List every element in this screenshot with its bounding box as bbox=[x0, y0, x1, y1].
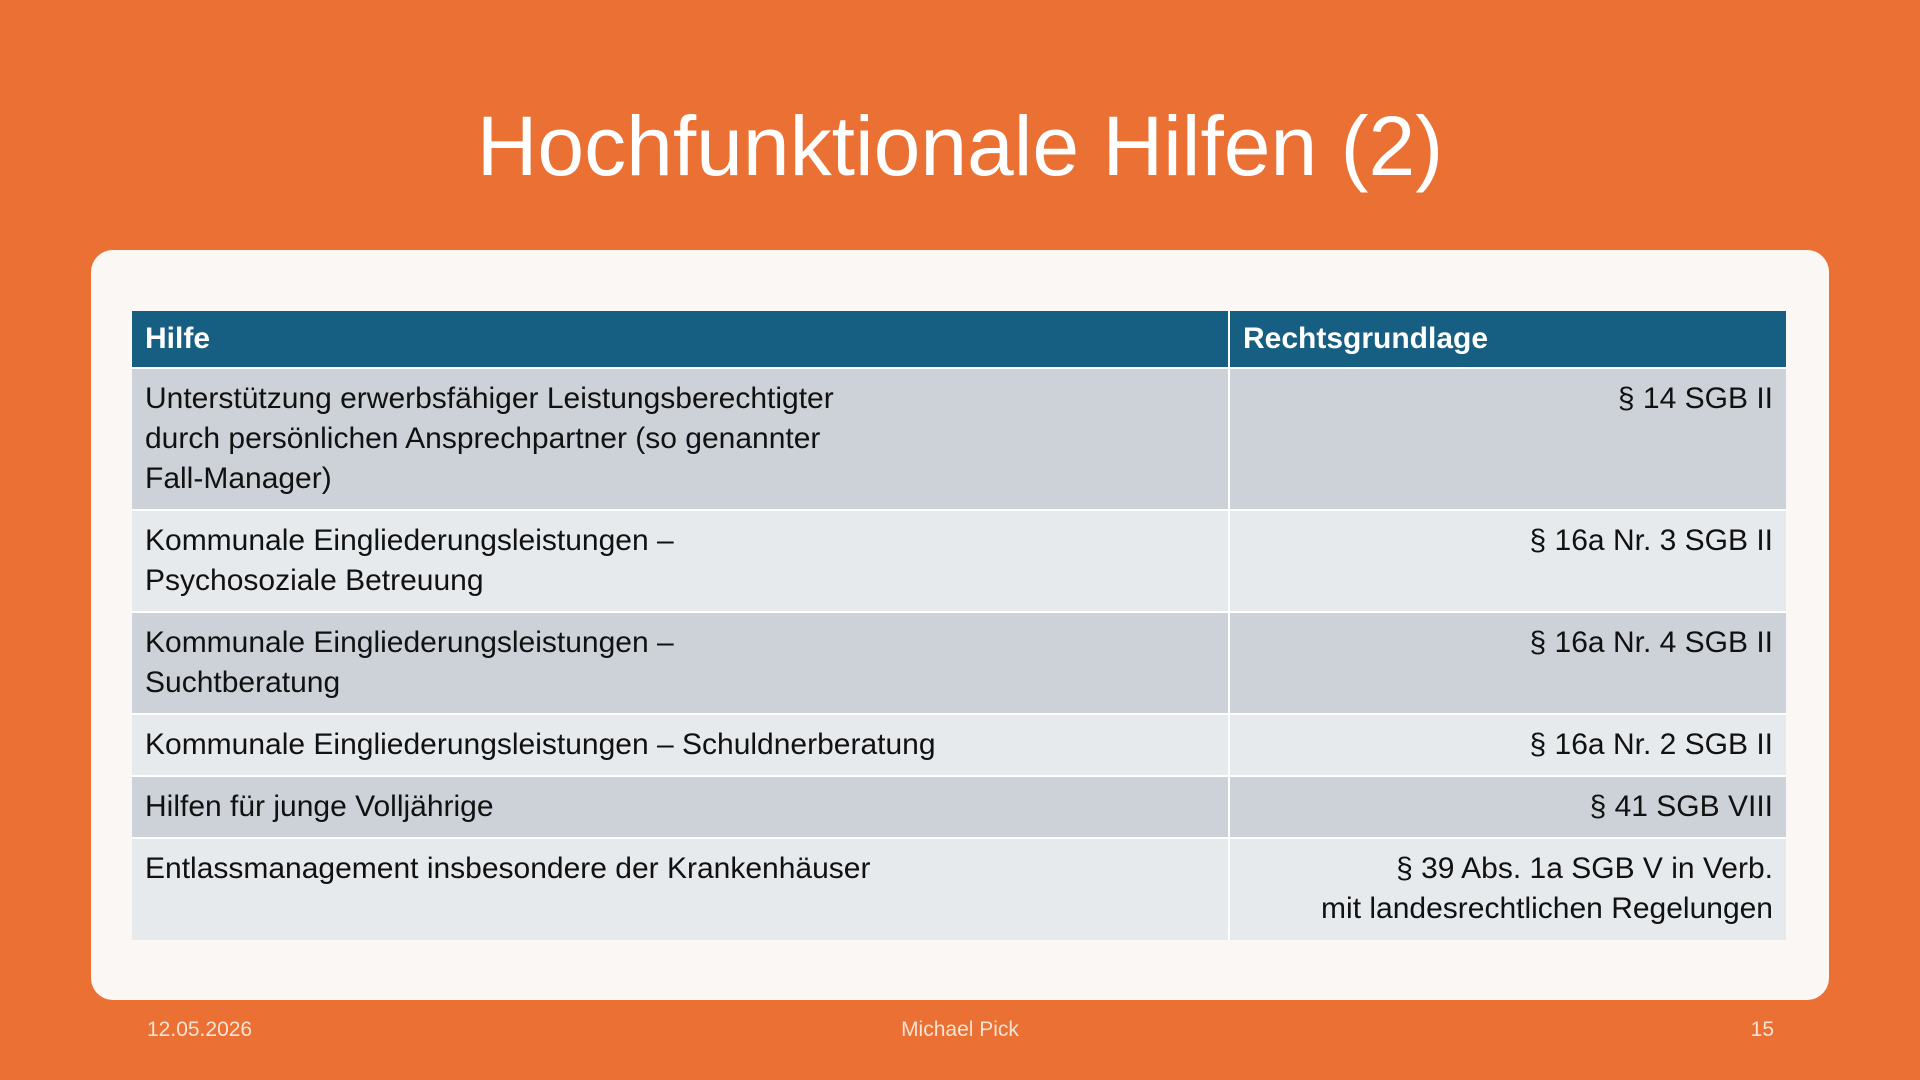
cell-text-line: Unterstützung erwerbsfähiger Leistungsberechtigter bbox=[145, 382, 834, 415]
cell-text-line: § 16a Nr. 4 SGB II bbox=[1529, 626, 1773, 659]
cell-hilfe bbox=[132, 612, 1229, 714]
cell-text-line: Suchtberatung bbox=[145, 666, 341, 699]
footer-page-number: 15 bbox=[1750, 1018, 1774, 1041]
table-row bbox=[132, 714, 1786, 776]
cell-text-line: § 14 SGB II bbox=[1617, 382, 1773, 415]
cell-hilfe bbox=[132, 368, 1229, 510]
slide-title: Hochfunktionale Hilfen (2) bbox=[476, 99, 1444, 193]
cell-text-line: § 39 Abs. 1a SGB V in Verb. bbox=[1396, 852, 1773, 885]
cell-text-line: § 16a Nr. 2 SGB II bbox=[1529, 728, 1773, 761]
cell-rechtsgrundlage bbox=[1229, 510, 1786, 612]
cell-text-line: Kommunale Eingliederungsleistungen – Schuldnerberatung bbox=[145, 728, 936, 761]
table-row bbox=[132, 838, 1786, 940]
cell-text-line: § 41 SGB VIII bbox=[1589, 790, 1773, 823]
cell-text-line: Psychosoziale Betreuung bbox=[145, 564, 484, 597]
cell-text-line: Fall-Manager) bbox=[145, 462, 332, 495]
cell-hilfe bbox=[132, 714, 1229, 776]
cell-text-line: mit landesrechtlichen Regelungen bbox=[1321, 892, 1773, 925]
cell-text-line: Kommunale Eingliederungsleistungen – bbox=[145, 524, 674, 557]
table-row bbox=[132, 368, 1786, 510]
cell-text-line: durch persönlichen Ansprechpartner (so genannter bbox=[145, 422, 821, 455]
footer-date: 12.05.2026 bbox=[147, 1018, 253, 1041]
cell-rechtsgrundlage bbox=[1229, 714, 1786, 776]
table-row bbox=[132, 612, 1786, 714]
column-header-rechtsgrundlage: Rechtsgrundlage bbox=[1229, 311, 1786, 368]
content-card bbox=[91, 250, 1829, 1000]
cell-text-line: Hilfen für junge Volljährige bbox=[145, 790, 494, 823]
cell-rechtsgrundlage bbox=[1229, 368, 1786, 510]
legal-basis-table bbox=[132, 311, 1786, 940]
cell-rechtsgrundlage bbox=[1229, 612, 1786, 714]
cell-rechtsgrundlage bbox=[1229, 776, 1786, 838]
column-header-hilfe: Hilfe bbox=[132, 311, 1229, 368]
table-row bbox=[132, 776, 1786, 838]
cell-text-line: Kommunale Eingliederungsleistungen – bbox=[145, 626, 674, 659]
footer-author: Michael Pick bbox=[901, 1018, 1019, 1041]
table-header-row bbox=[132, 311, 1786, 368]
cell-rechtsgrundlage bbox=[1229, 838, 1786, 940]
table-row bbox=[132, 510, 1786, 612]
cell-text-line: § 16a Nr. 3 SGB II bbox=[1529, 524, 1773, 557]
cell-text-line: Entlassmanagement insbesondere der Krankenhäuser bbox=[145, 852, 871, 885]
cell-hilfe bbox=[132, 776, 1229, 838]
cell-hilfe bbox=[132, 510, 1229, 612]
cell-hilfe bbox=[132, 838, 1229, 940]
